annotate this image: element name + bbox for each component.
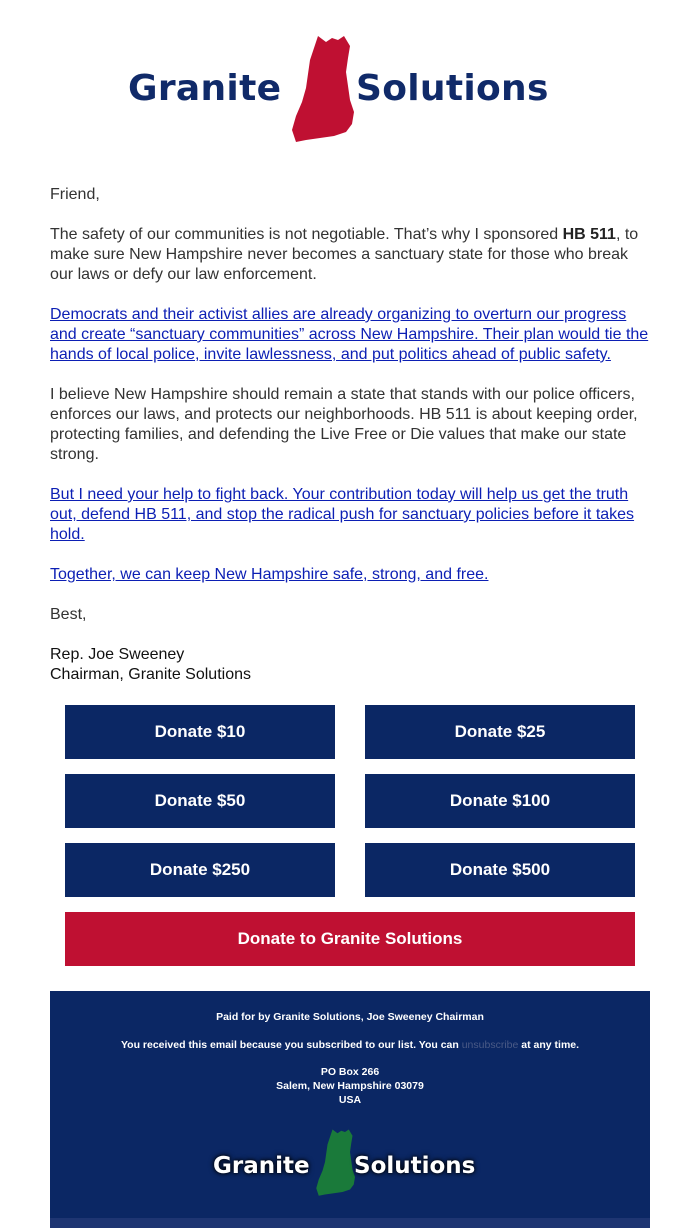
- new-hampshire-state-icon: [290, 32, 354, 144]
- signature-name: Rep. Joe Sweeney: [50, 646, 185, 663]
- link-help-fight-back[interactable]: But I need your help to fight back. Your contribution today will help us get the truth out, defend HB 511, and stop the radical push for sanctuary policies before it takes hold.: [50, 486, 635, 543]
- closing: Best,: [50, 606, 87, 623]
- footer-logo-text-granite: Granite: [213, 1153, 310, 1179]
- paid-for-disclaimer: Paid for by Granite Solutions, Joe Sweeney Chairman: [216, 1011, 484, 1023]
- donate-10-button[interactable]: Donate $10: [65, 705, 335, 759]
- address-line-2: Salem, New Hampshire 03079: [276, 1080, 424, 1092]
- donate-500-button[interactable]: Donate $500: [365, 843, 635, 897]
- footer-state-shape: [316, 1130, 355, 1196]
- letter-body: [50, 185, 655, 685]
- address-line-3: USA: [338, 1094, 362, 1106]
- greeting: Friend,: [50, 186, 100, 203]
- signature: [50, 645, 655, 685]
- footer-bottom-strip: [50, 1218, 650, 1228]
- paragraph-1: The safety of our communities is not negotiable. That’s why I sponsored HB 511, to make sure New Hampshire never becomes a sanctuary state for those who break our laws or defy our law enforcement.: [50, 226, 639, 283]
- donate-100-button[interactable]: Donate $100: [365, 774, 635, 828]
- paragraph-3: I believe New Hampshire should remain a state that stands with our police officers, enforces our laws, and protects our neighborhoods. HB 511 is about keeping order, protecting families, and defending the Live Free or Die values that make our state strong.: [50, 386, 638, 463]
- subscription-notice: You received this email because you subscribed to our list. You can unsubscribe at any time.: [120, 1039, 580, 1051]
- header-logo: [0, 30, 700, 145]
- footer-logo-text-solutions: Solutions: [354, 1153, 476, 1179]
- paragraph-2: [50, 305, 655, 365]
- donate-main-button[interactable]: Donate to Granite Solutions: [65, 912, 635, 966]
- donate-25-button[interactable]: Donate $25: [365, 705, 635, 759]
- donate-50-button[interactable]: Donate $50: [65, 774, 335, 828]
- paragraph-4: [50, 485, 655, 545]
- state-shape: [292, 36, 354, 142]
- link-keep-nh-safe[interactable]: Together, we can keep New Hampshire safe, strong, and free.: [50, 566, 489, 583]
- paragraph-5: [50, 565, 655, 585]
- footer: [50, 991, 650, 1228]
- signature-title: Chairman, Granite Solutions: [50, 666, 251, 683]
- bill-name: HB 511: [562, 226, 616, 243]
- donate-250-button[interactable]: Donate $250: [65, 843, 335, 897]
- logo-text-solutions: Solutions: [356, 68, 549, 109]
- unsubscribe-link[interactable]: unsubscribe: [461, 1039, 519, 1051]
- logo-text-granite: Granite: [128, 68, 282, 109]
- address-line-1: PO Box 266: [320, 1066, 380, 1078]
- new-hampshire-state-icon-footer: [315, 1127, 355, 1197]
- link-democrats-organizing[interactable]: Democrats and their activist allies are already organizing to overturn our progress and create “sanctuary communities” across New Hampshire. Their plan would tie the hands of local police, invite lawlessness, and put politics ahead of public safety.: [50, 306, 649, 363]
